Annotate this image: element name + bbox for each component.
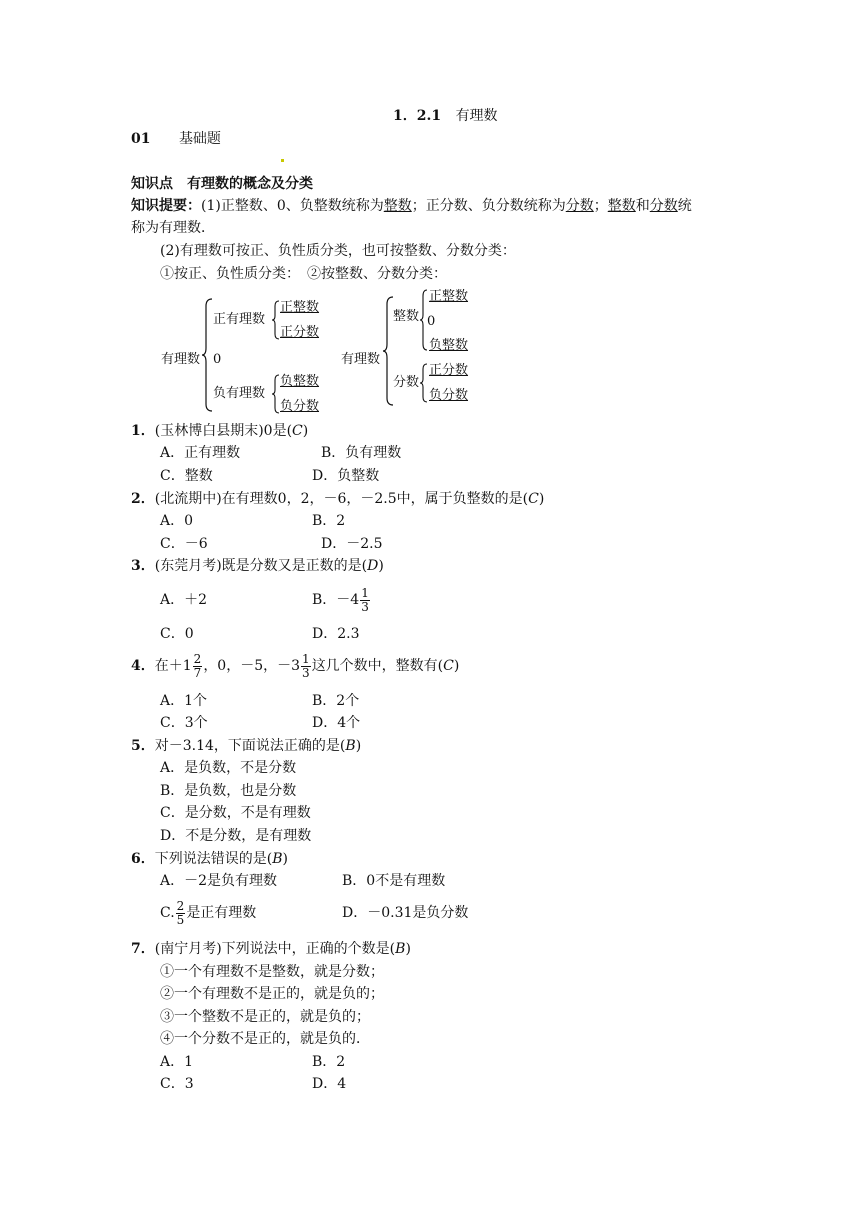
tip-text: ；正分数、负分数统称为: [411, 198, 566, 214]
statement-2: ②一个有理数不是正的，就是负的；: [160, 986, 384, 1002]
tree-neg-frac: 负分数: [280, 399, 320, 414]
option-c: C．整数: [160, 468, 213, 484]
tree-root: 有理数: [161, 352, 201, 367]
answer: B: [272, 851, 283, 867]
question-text: 这几个数中，整数有(: [311, 658, 444, 674]
knowledge-heading: 知识点 有理数的概念及分类: [131, 176, 313, 192]
option-text: 是正有理数: [186, 905, 257, 921]
option-b: B．2: [312, 1054, 346, 1070]
question-number: 7．: [131, 941, 155, 957]
option-b: B．是负数，也是分数: [160, 783, 297, 799]
tree-pos: 正有理数: [213, 312, 266, 327]
fraction-denominator: 5: [176, 912, 185, 927]
question-7-stem: [131, 939, 411, 959]
title-number: 1．2.1: [393, 108, 442, 124]
question-text: 在＋1: [154, 658, 192, 674]
option-c: C．3个: [160, 715, 208, 731]
option-d: D．4个: [312, 715, 361, 731]
statement-4: ④一个分数不是正的，就是负的．: [160, 1031, 370, 1047]
stray-dot: [281, 159, 284, 162]
tip-text: 和: [635, 198, 650, 214]
answer: C: [443, 658, 454, 674]
answer: D: [367, 558, 379, 574]
question-5-stem: [131, 736, 361, 756]
tree-root: 有理数: [341, 352, 381, 367]
question-number: 4．: [131, 658, 155, 674]
question-text: (南宁月考)下列说法中，正确的个数是(: [154, 941, 396, 957]
option-c: C．是分数，不是有理数: [160, 805, 311, 821]
question-text: ): [538, 491, 545, 507]
option-a: A．－2是负有理数: [160, 873, 278, 889]
option-c: C．0: [160, 626, 194, 642]
option-a: A．正有理数: [160, 445, 241, 461]
small-brace-icon: [272, 374, 280, 414]
tip-answer: 整数: [607, 198, 636, 214]
question-text: (玉林博白县期末)0是(: [154, 423, 293, 439]
question-3-stem: [131, 556, 384, 576]
question-text: ): [378, 558, 384, 574]
option-a: A．＋2: [160, 592, 208, 608]
question-text: 对－3.14，下面说法正确的是(: [154, 738, 346, 754]
small-brace-icon: [420, 363, 428, 403]
option-b: B．2个: [312, 693, 360, 709]
section-number: 01: [131, 131, 151, 147]
question-1-stem: [131, 421, 308, 441]
option-d: D．－2.5: [321, 536, 383, 552]
fraction: [301, 653, 311, 680]
option-b: [312, 579, 371, 621]
fraction: [176, 900, 186, 927]
tree-pos-frac: 正分数: [280, 325, 320, 340]
option-d: D．－0.31是负分数: [342, 905, 469, 921]
question-text: ): [453, 658, 460, 674]
question-number: 6．: [131, 851, 155, 867]
section-heading: [131, 129, 221, 149]
fraction-numerator: 2: [176, 898, 185, 913]
question-number: 5．: [131, 738, 155, 754]
option-b: B．负有理数: [321, 445, 402, 461]
question-2-stem: [131, 489, 544, 509]
question-text: 下列说法错误的是(: [154, 851, 273, 867]
question-number: 3．: [131, 558, 155, 574]
tip-answer: 分数: [649, 198, 678, 214]
option-c: [160, 893, 256, 933]
option-d: D．2.3: [312, 626, 360, 642]
tree-neg-int: 负整数: [280, 374, 320, 389]
statement-3: ③一个整数不是正的，就是负的；: [160, 1009, 370, 1025]
fraction-denominator: 7: [193, 665, 202, 680]
option-d: D．4: [312, 1076, 347, 1092]
answer: C: [528, 491, 539, 507]
knowledge-point3: ①按正、负性质分类： ②按整数、分数分类：: [160, 266, 447, 282]
section-name: 基础题: [178, 131, 221, 147]
answer: B: [395, 941, 406, 957]
question-number: 1．: [131, 423, 155, 439]
question-text: (北流期中)在有理数0，2，－6，－2.5中，属于负整数的是(: [154, 491, 529, 507]
option-c: C．－6: [160, 536, 208, 552]
tree-pos-int: 正整数: [429, 289, 469, 304]
page-title: [393, 106, 498, 126]
option-a: A．0: [160, 513, 194, 529]
option-a: A．1个: [160, 693, 208, 709]
knowledge-point2: (2)有理数可按正、负性质分类，也可按整数、分数分类：: [160, 243, 516, 259]
option-b: B．2: [312, 513, 346, 529]
fraction-denominator: 3: [361, 599, 369, 614]
tip-text: (1)正整数、0、负整数统称为: [201, 198, 384, 214]
option-c: C．3: [160, 1076, 194, 1092]
tree-neg: 负有理数: [213, 386, 266, 401]
tip-answer: 分数: [565, 198, 594, 214]
tree-neg-int: 负整数: [429, 338, 469, 353]
question-text: ): [282, 851, 288, 867]
knowledge-tip-line1: [131, 196, 692, 216]
tree-frac: 分数: [393, 375, 420, 390]
option-d: D．负整数: [312, 468, 380, 484]
fraction-numerator: 1: [361, 585, 369, 600]
knowledge-tip-line2: 称为有理数．: [131, 220, 215, 236]
fraction-numerator: 1: [302, 651, 310, 666]
tip-text: ；: [593, 198, 608, 214]
tree-pos-frac: 正分数: [429, 363, 469, 378]
question-text: ): [302, 423, 309, 439]
option-a: A．1: [160, 1054, 194, 1070]
tip-answer: 整数: [383, 198, 412, 214]
title-text: 有理数: [455, 108, 498, 124]
question-text: (东莞月考)既是分数又是正数的是(: [154, 558, 368, 574]
option-a: A．是负数，不是分数: [160, 760, 297, 776]
question-number: 2．: [131, 491, 155, 507]
tip-label: 知识提要：: [131, 198, 201, 214]
answer: B: [345, 738, 356, 754]
tree-neg-frac: 负分数: [429, 388, 469, 403]
question-4-stem: [131, 646, 459, 686]
question-text: ): [355, 738, 362, 754]
option-d: D．不是分数，是有理数: [160, 828, 312, 844]
question-text: ): [405, 941, 411, 957]
tip-text: 统: [677, 198, 692, 214]
tree-pos-int: 正整数: [280, 300, 320, 315]
fraction: [360, 587, 370, 614]
tree-int: 整数: [393, 309, 420, 324]
statement-1: ①一个有理数不是整数，就是分数；: [160, 964, 384, 980]
small-brace-icon: [272, 300, 280, 340]
question-6-stem: [131, 849, 288, 869]
question-text: ，0，－5，－3: [203, 658, 301, 674]
tree-zero: 0: [213, 352, 222, 367]
answer: C: [292, 423, 303, 439]
tree-zero: 0: [427, 314, 436, 329]
fraction: [193, 653, 203, 680]
fraction-numerator: 2: [193, 651, 202, 666]
option-text: B．－4: [312, 592, 360, 608]
option-text: C.: [160, 905, 175, 921]
fraction-denominator: 3: [302, 665, 310, 680]
option-b: B．0不是有理数: [342, 873, 446, 889]
